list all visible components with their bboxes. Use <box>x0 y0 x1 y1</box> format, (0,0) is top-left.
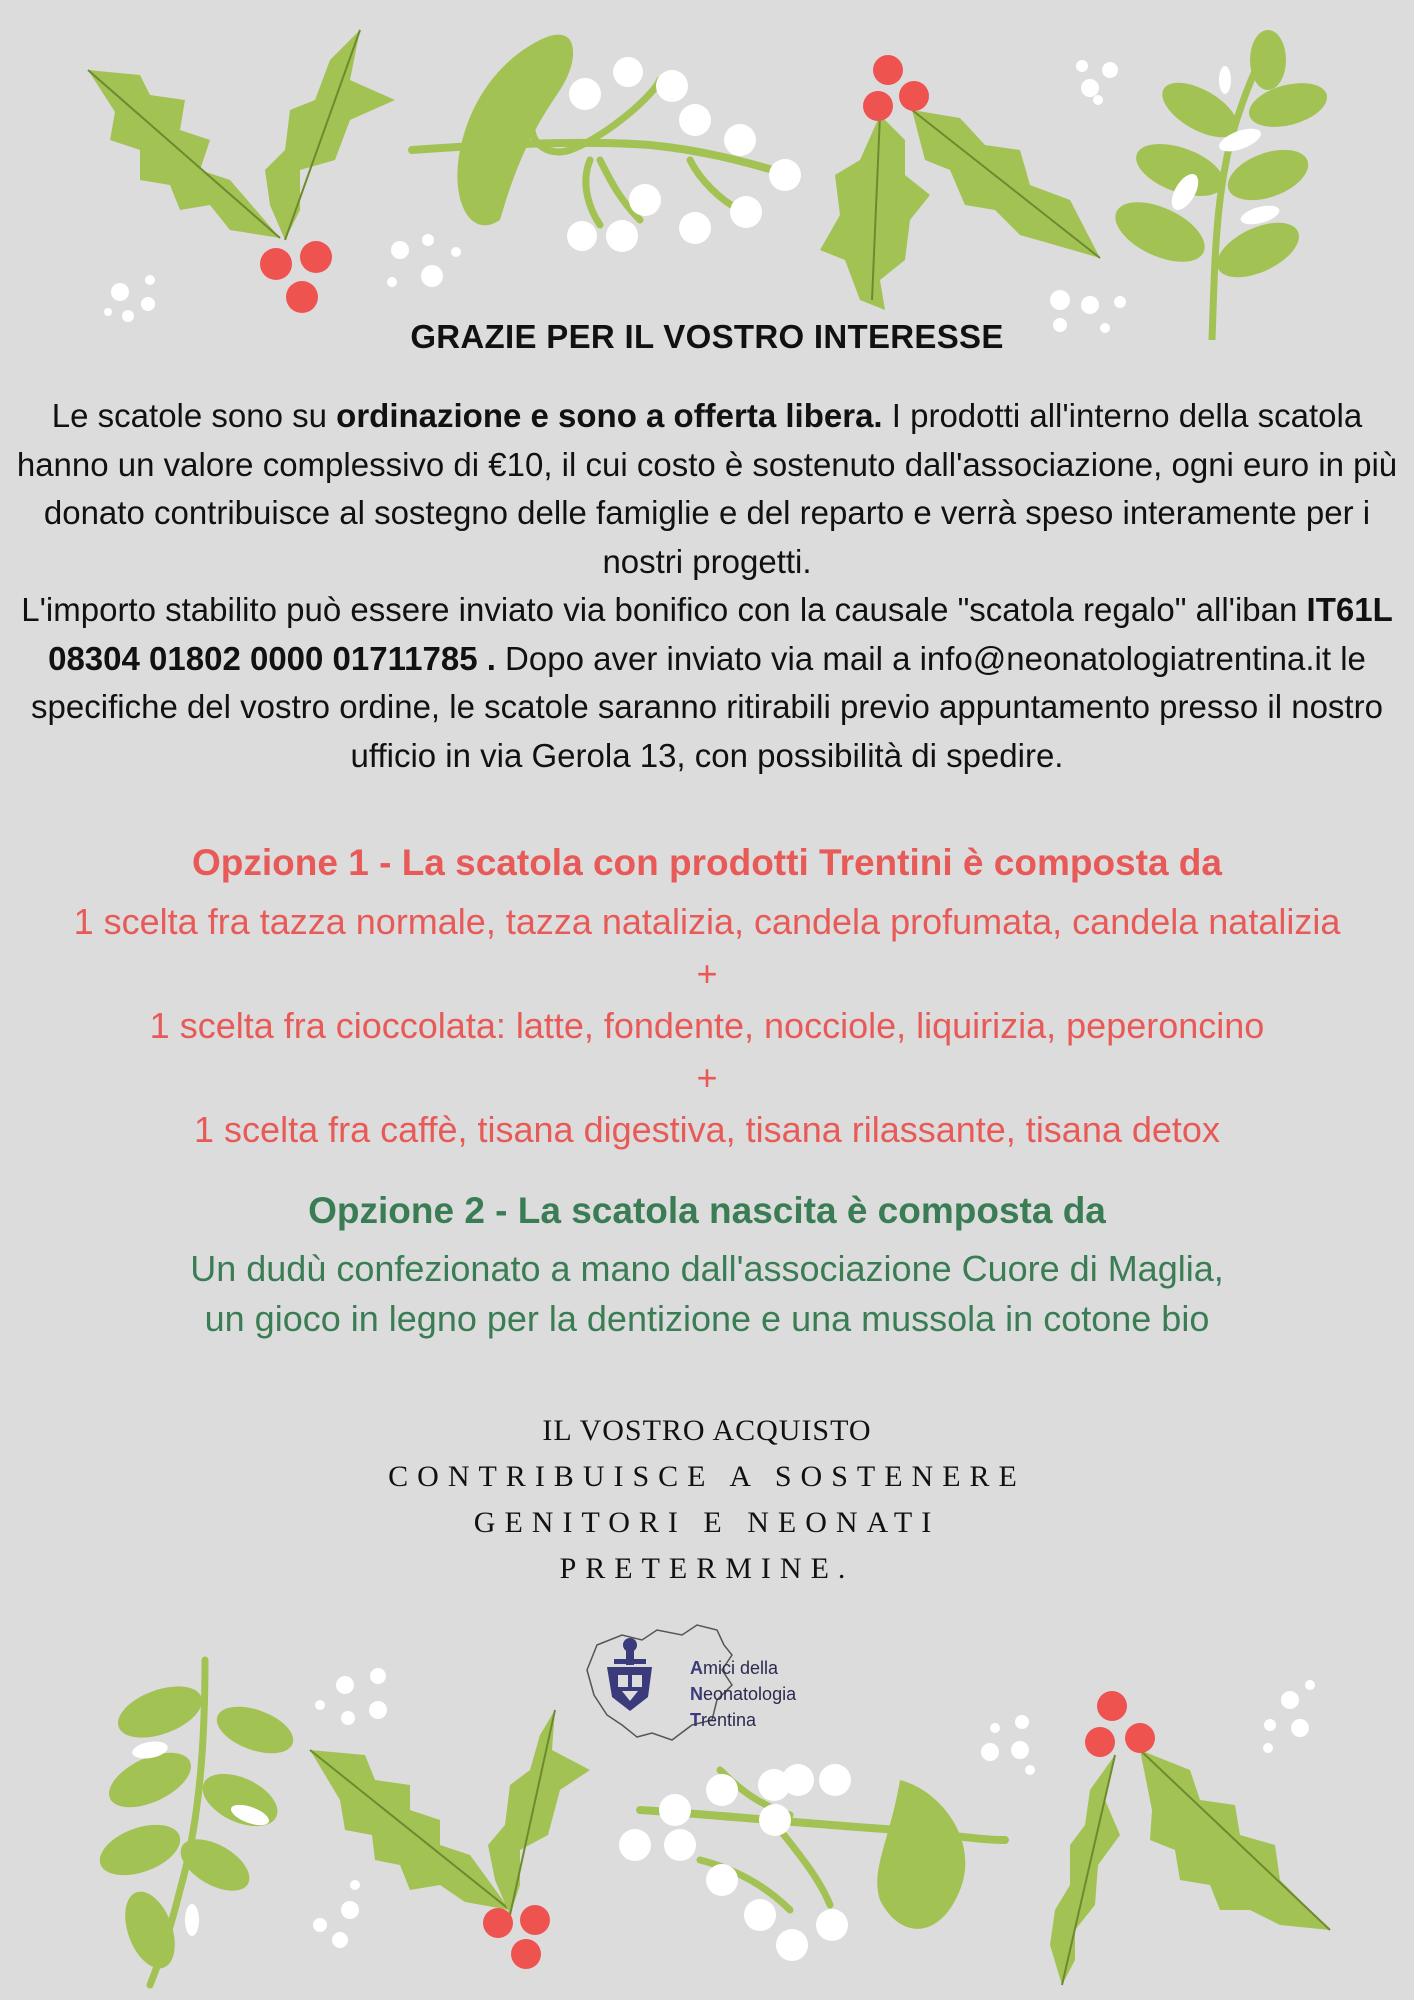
red-berries-icon <box>1085 1691 1155 1757</box>
holly-leaf-icon <box>1050 1755 1120 1985</box>
plus-separator: + <box>696 953 718 994</box>
intro-text-part: Dopo aver inviato via mail a info@neonatologiatrentina.it le specifiche del vostro ordine, le scatole saranno ritirabili previo appuntamento presso il nostro ufficio in via Gerola 13, con possibilità di spedire. <box>31 639 1383 774</box>
christmas-decoration-top <box>0 0 1414 340</box>
option1-title: Opzione 1 - La scatola con prodotti Trentini è composta da <box>192 842 1222 883</box>
option1-list <box>0 896 1414 1156</box>
option1-choice: 1 scelta fra caffè, tisana digestiva, tisana rilassante, tisana detox <box>194 1109 1220 1150</box>
holly-leaf-icon <box>1140 1750 1330 1930</box>
leaf-sprig-icon <box>1050 30 1332 340</box>
leaf-sprig-icon <box>93 1660 387 1985</box>
logo-word: eonatologia <box>703 1684 797 1704</box>
option1-choice: 1 scelta fra cioccolata: latte, fondente, nocciole, liquirizia, peperoncino <box>149 1005 1265 1046</box>
logo-line <box>690 1655 796 1681</box>
intro-highlight: ordinazione e sono a offerta libera. <box>336 397 883 434</box>
red-berries-icon <box>863 55 929 121</box>
plus-separator: + <box>696 1057 718 1098</box>
holly-leaf-icon <box>265 30 395 240</box>
red-berries-icon <box>260 241 332 313</box>
iban-code: IT61L 08304 01802 0000 01711785 . <box>48 591 1393 677</box>
logo-word: rentina <box>701 1710 757 1730</box>
option2-description <box>0 1244 1414 1344</box>
logo-initial: T <box>690 1710 701 1730</box>
logo-initial: A <box>690 1658 703 1678</box>
intro-text-part: I prodotti all'interno della scatola hanno un valore complessivo di €10, il cui costo è sostenuto dall'associazione, ogni euro in più donato contribuisce al sostegno delle famiglie e del reparto e verrà speso interamente per i nostri progetti. <box>16 397 1398 580</box>
logo-line <box>690 1707 796 1733</box>
holly-leaf-icon <box>912 110 1100 258</box>
closing-message <box>0 1408 1414 1592</box>
intro-text-part: L'importo stabilito può essere inviato via bonifico con la causale "scatola regalo" all'iban <box>21 591 1307 628</box>
closing-line: PRETERMINE. <box>559 1552 855 1585</box>
option1-choice: 1 scelta fra tazza normale, tazza natalizia, candela profumata, candela natalizia <box>73 901 1341 942</box>
logo-word: mici della <box>703 1658 779 1678</box>
intro-text <box>10 392 1404 780</box>
closing-line: CONTRIBUISCE A SOSTENERE <box>388 1460 1026 1493</box>
red-berries-icon <box>483 1905 550 1969</box>
closing-line: IL VOSTRO ACQUISTO <box>542 1414 872 1447</box>
mistletoe-icon <box>412 35 801 252</box>
logo-initial: N <box>690 1684 703 1704</box>
holly-leaf-icon <box>88 70 280 238</box>
option2-line: Un dudù confezionato a mano dall'associazione Cuore di Maglia, <box>190 1248 1224 1289</box>
logo-line <box>690 1681 796 1707</box>
holly-leaf-icon <box>820 115 930 310</box>
closing-line: GENITORI E NEONATI <box>473 1506 941 1539</box>
intro-text-part: Le scatole sono su <box>51 397 337 434</box>
association-logo <box>582 1615 822 1745</box>
option2-line: un gioco in legno per la dentizione e una mussola in cotone bio <box>204 1298 1210 1339</box>
logo-text <box>690 1655 796 1733</box>
holly-leaf-icon <box>310 1750 510 1910</box>
holly-leaf-icon <box>488 1710 590 1915</box>
page-title: GRAZIE PER IL VOSTRO INTERESSE <box>410 318 1004 355</box>
mistletoe-icon <box>619 1764 1005 1961</box>
option2-title: Opzione 2 - La scatola nascita è composta da <box>308 1190 1106 1231</box>
